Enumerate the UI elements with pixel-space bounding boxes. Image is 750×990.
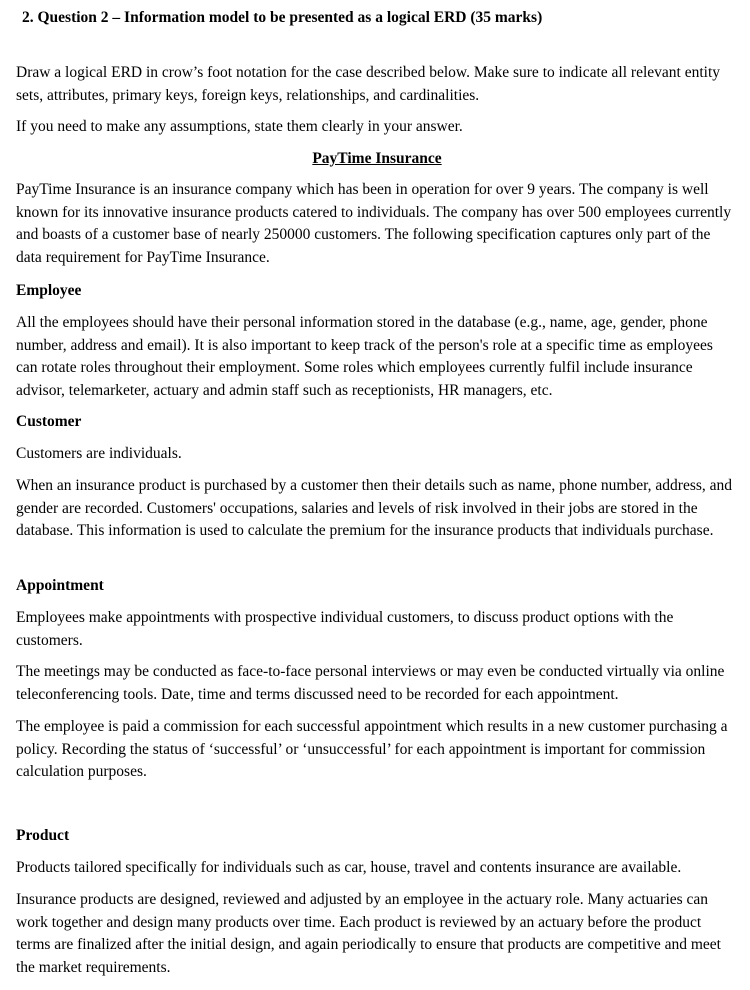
product-heading: Product — [16, 827, 70, 844]
appointment-heading: Appointment — [16, 577, 104, 594]
case-study-intro: PayTime Insurance is an insurance company which has been in operation for over 9 years. The company is well known for its innovative insurance products catered to individuals. The company has over 500 employees currently and boasts of a customer base of nearly 250000 customers. The following specification captures only part of the data requirement for PayTime Insurance. — [16, 181, 732, 266]
appointment-paragraph-2: The meetings may be conducted as face-to-face personal interviews or may even be conducted virtually via online teleconferencing tools. Date, time and terms discussed need to be recorded for each appointment. — [16, 663, 725, 703]
product-paragraph-1: Products tailored specifically for individuals such as car, house, travel and contents insurance are available. — [16, 859, 682, 876]
appointment-paragraph-1: Employees make appointments with prospective individual customers, to discuss product options with the customers. — [16, 609, 674, 649]
question-title: 2. Question 2 – Information model to be presented as a logical ERD (35 marks) — [22, 9, 543, 26]
case-study-title: PayTime Insurance — [312, 150, 442, 167]
employee-paragraph: All the employees should have their personal information stored in the database (e.g., name, age, gender, phone number, address and email). It is also important to keep track of the person's role at a specific time as employees can rotate roles throughout their employment. Some roles which employees currently fulfil include insurance advisor, telemarketer, actuary and admin staff such as receptionists, HR managers, etc. — [16, 314, 713, 399]
customer-paragraph-1: Customers are individuals. — [16, 445, 182, 462]
customer-paragraph-2: When an insurance product is purchased by a customer then their details such as name, phone number, address, and gender are recorded. Customers' occupations, salaries and levels of risk involved in their jobs are stored in the database. This information is used to calculate the premium for the insurance products that individuals purchase. — [16, 477, 733, 540]
product-paragraph-2: Insurance products are designed, reviewed and adjusted by an employee in the actuary role. Many actuaries can work together and design many products over time. Each product is reviewed by an actuary before the product terms are finalized after the initial design, and again periodically to ensure that products are competitive and meet the market requirements. — [16, 891, 721, 976]
customer-heading: Customer — [16, 413, 82, 430]
instruction-paragraph: Draw a logical ERD in crow’s foot notation for the case described below. Make sure to indicate all relevant entity sets, attributes, primary keys, foreign keys, relationships, and cardinalities. — [16, 64, 721, 104]
appointment-paragraph-3: The employee is paid a commission for each successful appointment which results in a new customer purchasing a policy. Recording the status of ‘successful’ or ‘unsuccessful’ for each appointment is important for commission calculation purposes. — [16, 718, 728, 781]
assumption-note: If you need to make any assumptions, state them clearly in your answer. — [16, 118, 463, 135]
employee-heading: Employee — [16, 282, 82, 299]
